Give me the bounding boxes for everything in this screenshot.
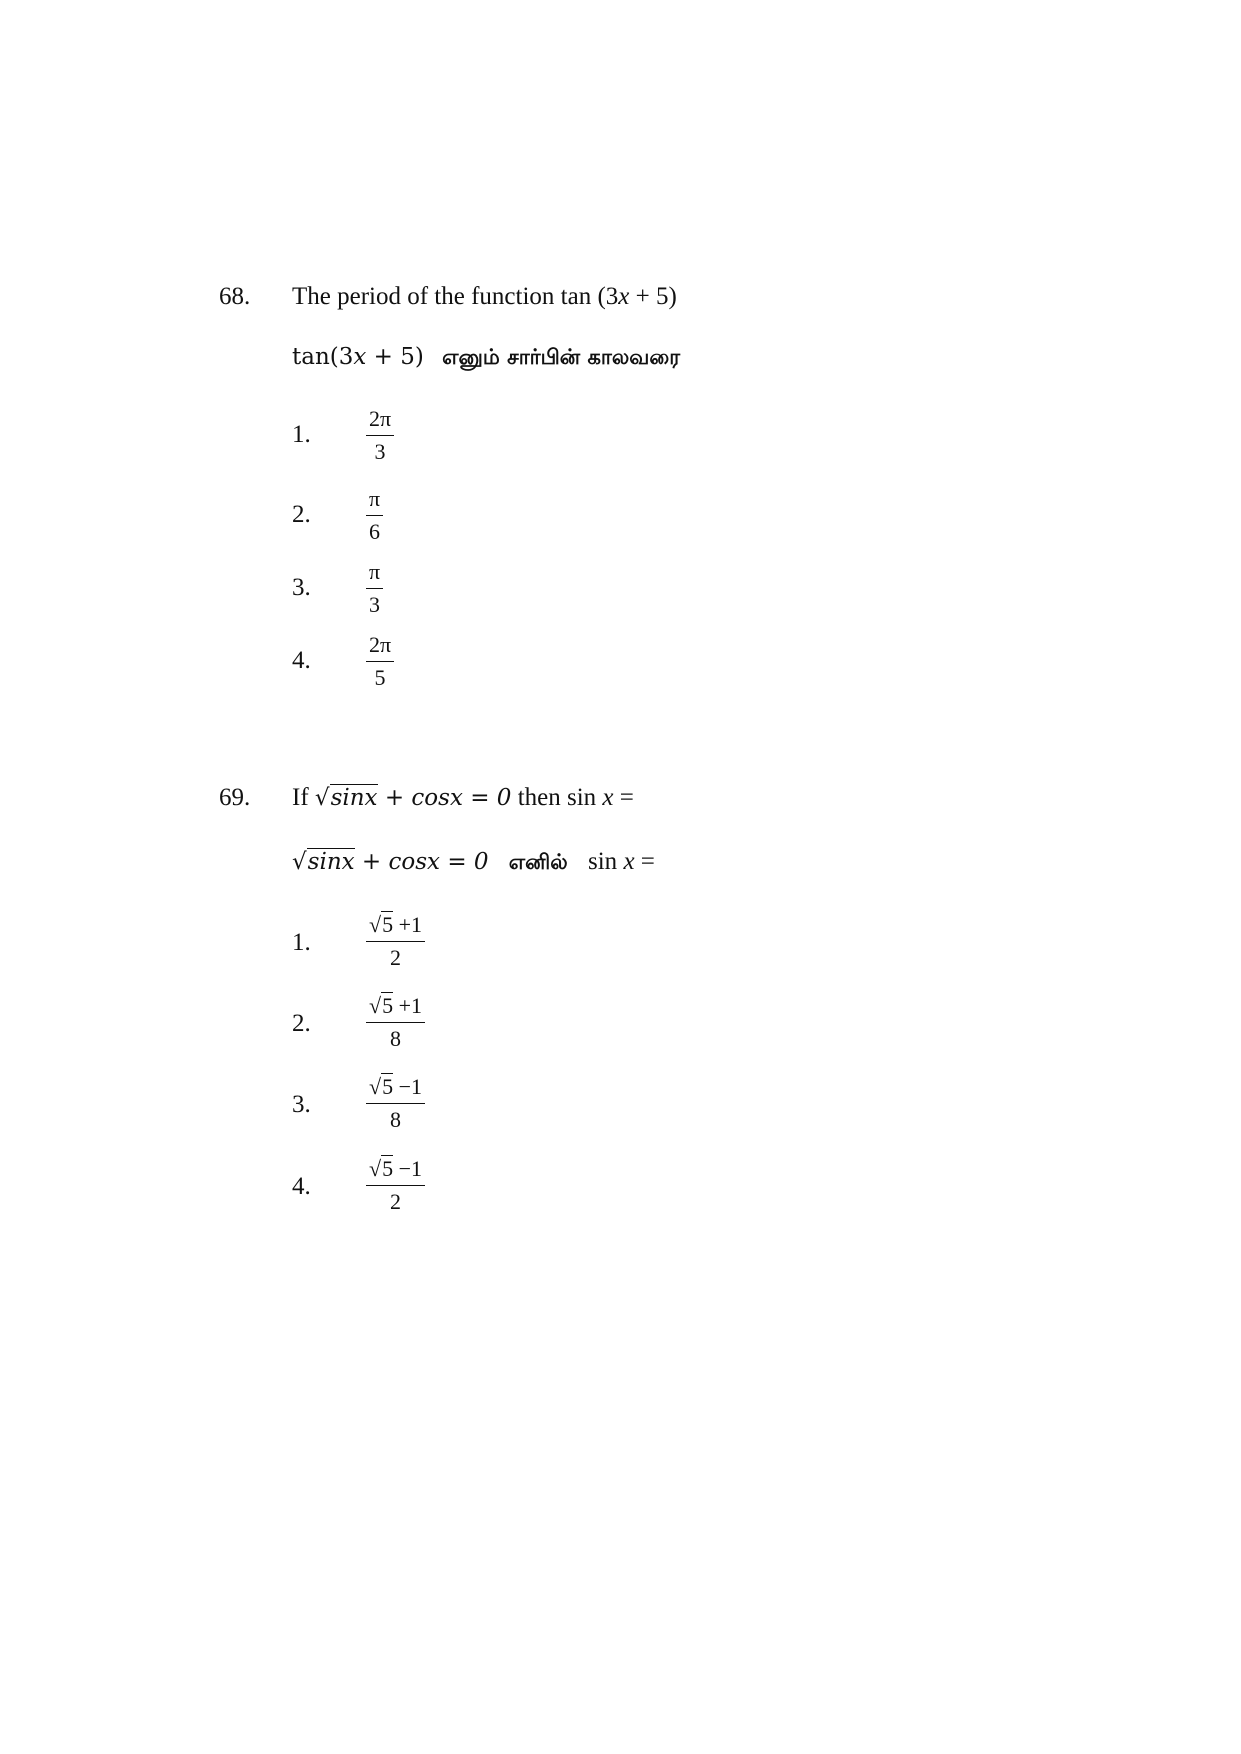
sqrt-radicand: 5 bbox=[382, 1074, 394, 1099]
stem-text: The period of the function tan (3 bbox=[292, 283, 619, 310]
q69-option-1-label: 1. bbox=[292, 929, 311, 956]
numerator: π bbox=[369, 486, 381, 511]
fraction-bar bbox=[366, 941, 425, 942]
question-69-stem-english bbox=[292, 783, 634, 813]
stem-equals: = bbox=[613, 784, 634, 811]
q69-option-4-label: 4. bbox=[292, 1173, 311, 1200]
q69-option-1-fraction bbox=[366, 912, 425, 971]
stem-math-variable: x bbox=[353, 344, 367, 370]
numerator bbox=[366, 1156, 425, 1182]
sqrt-radicand: 5 bbox=[382, 993, 394, 1018]
denominator: 8 bbox=[390, 1026, 401, 1052]
fraction-bar bbox=[366, 1022, 425, 1023]
stem-tail-variable: x bbox=[623, 848, 635, 875]
question-69-stem-tamil bbox=[292, 847, 655, 877]
denominator: 8 bbox=[390, 1107, 401, 1133]
q68-option-2-fraction bbox=[366, 486, 383, 545]
sqrt-radicand: sinx bbox=[307, 849, 355, 875]
numerator-tail: +1 bbox=[393, 993, 422, 1018]
stem-math-tail: + 5) bbox=[366, 344, 424, 370]
fraction-bar bbox=[366, 1103, 425, 1104]
denominator: 5 bbox=[374, 665, 386, 691]
stem-math-tail: + cosx = 0 bbox=[377, 785, 512, 811]
q69-option-2-label: 2. bbox=[292, 1010, 311, 1037]
sqrt-symbol: √ bbox=[369, 1074, 382, 1099]
numerator: 2π bbox=[369, 406, 392, 431]
question-68-stem-english bbox=[292, 282, 677, 312]
stem-tail-equals: = bbox=[634, 848, 655, 875]
numerator bbox=[366, 1074, 425, 1100]
stem-variable: x bbox=[618, 283, 630, 310]
q68-option-1-fraction bbox=[366, 406, 394, 465]
numerator bbox=[366, 912, 425, 938]
sqrt-symbol: √ bbox=[314, 785, 330, 811]
q68-option-4-label: 4. bbox=[292, 647, 311, 674]
numerator: π bbox=[369, 559, 381, 584]
q68-option-3-fraction bbox=[366, 559, 383, 618]
fraction-bar bbox=[366, 1185, 425, 1186]
numerator-tail: −1 bbox=[393, 1074, 422, 1099]
sqrt-radicand: sinx bbox=[330, 785, 378, 811]
fraction-bar bbox=[366, 588, 383, 589]
q68-option-1-label: 1. bbox=[292, 421, 311, 448]
stem-tamil-text: எனும் சார்பின் காலவரை bbox=[442, 345, 681, 369]
question-68-number: 68. bbox=[219, 283, 251, 310]
sqrt-symbol: √ bbox=[369, 993, 382, 1018]
sqrt-symbol: √ bbox=[369, 1156, 382, 1181]
denominator: 6 bbox=[369, 519, 381, 545]
q68-option-2-label: 2. bbox=[292, 501, 311, 528]
q68-option-3-label: 3. bbox=[292, 574, 311, 601]
sqrt-radicand: 5 bbox=[382, 912, 394, 937]
denominator: 2 bbox=[390, 945, 401, 971]
stem-if: If bbox=[292, 784, 309, 811]
stem-variable: x bbox=[602, 784, 614, 811]
stem-tail-pre: sin bbox=[588, 848, 624, 875]
stem-text-tail: + 5) bbox=[629, 283, 677, 310]
q68-option-4-fraction bbox=[366, 632, 394, 691]
fraction-bar bbox=[366, 661, 394, 662]
numerator-tail: −1 bbox=[393, 1156, 422, 1181]
numerator: 2π bbox=[369, 632, 392, 657]
stem-math-tail: + cosx = 0 bbox=[354, 849, 489, 875]
fraction-bar bbox=[366, 515, 383, 516]
question-69-number: 69. bbox=[219, 784, 251, 811]
numerator-tail: +1 bbox=[393, 912, 422, 937]
sqrt-symbol: √ bbox=[369, 912, 382, 937]
question-68-stem-tamil bbox=[292, 342, 680, 372]
stem-then: then sin bbox=[511, 784, 603, 811]
q69-option-3-fraction bbox=[366, 1074, 425, 1133]
q69-option-2-fraction bbox=[366, 993, 425, 1052]
stem-math: tan(3 bbox=[292, 344, 354, 370]
sqrt-radicand: 5 bbox=[382, 1156, 394, 1181]
stem-tamil-text: எனில் bbox=[508, 850, 568, 874]
q69-option-3-label: 3. bbox=[292, 1091, 311, 1118]
denominator: 3 bbox=[369, 592, 381, 618]
denominator: 3 bbox=[374, 439, 386, 465]
fraction-bar bbox=[366, 435, 394, 436]
denominator: 2 bbox=[390, 1189, 401, 1215]
numerator bbox=[366, 993, 425, 1019]
q69-option-4-fraction bbox=[366, 1156, 425, 1215]
sqrt-symbol: √ bbox=[292, 849, 307, 875]
